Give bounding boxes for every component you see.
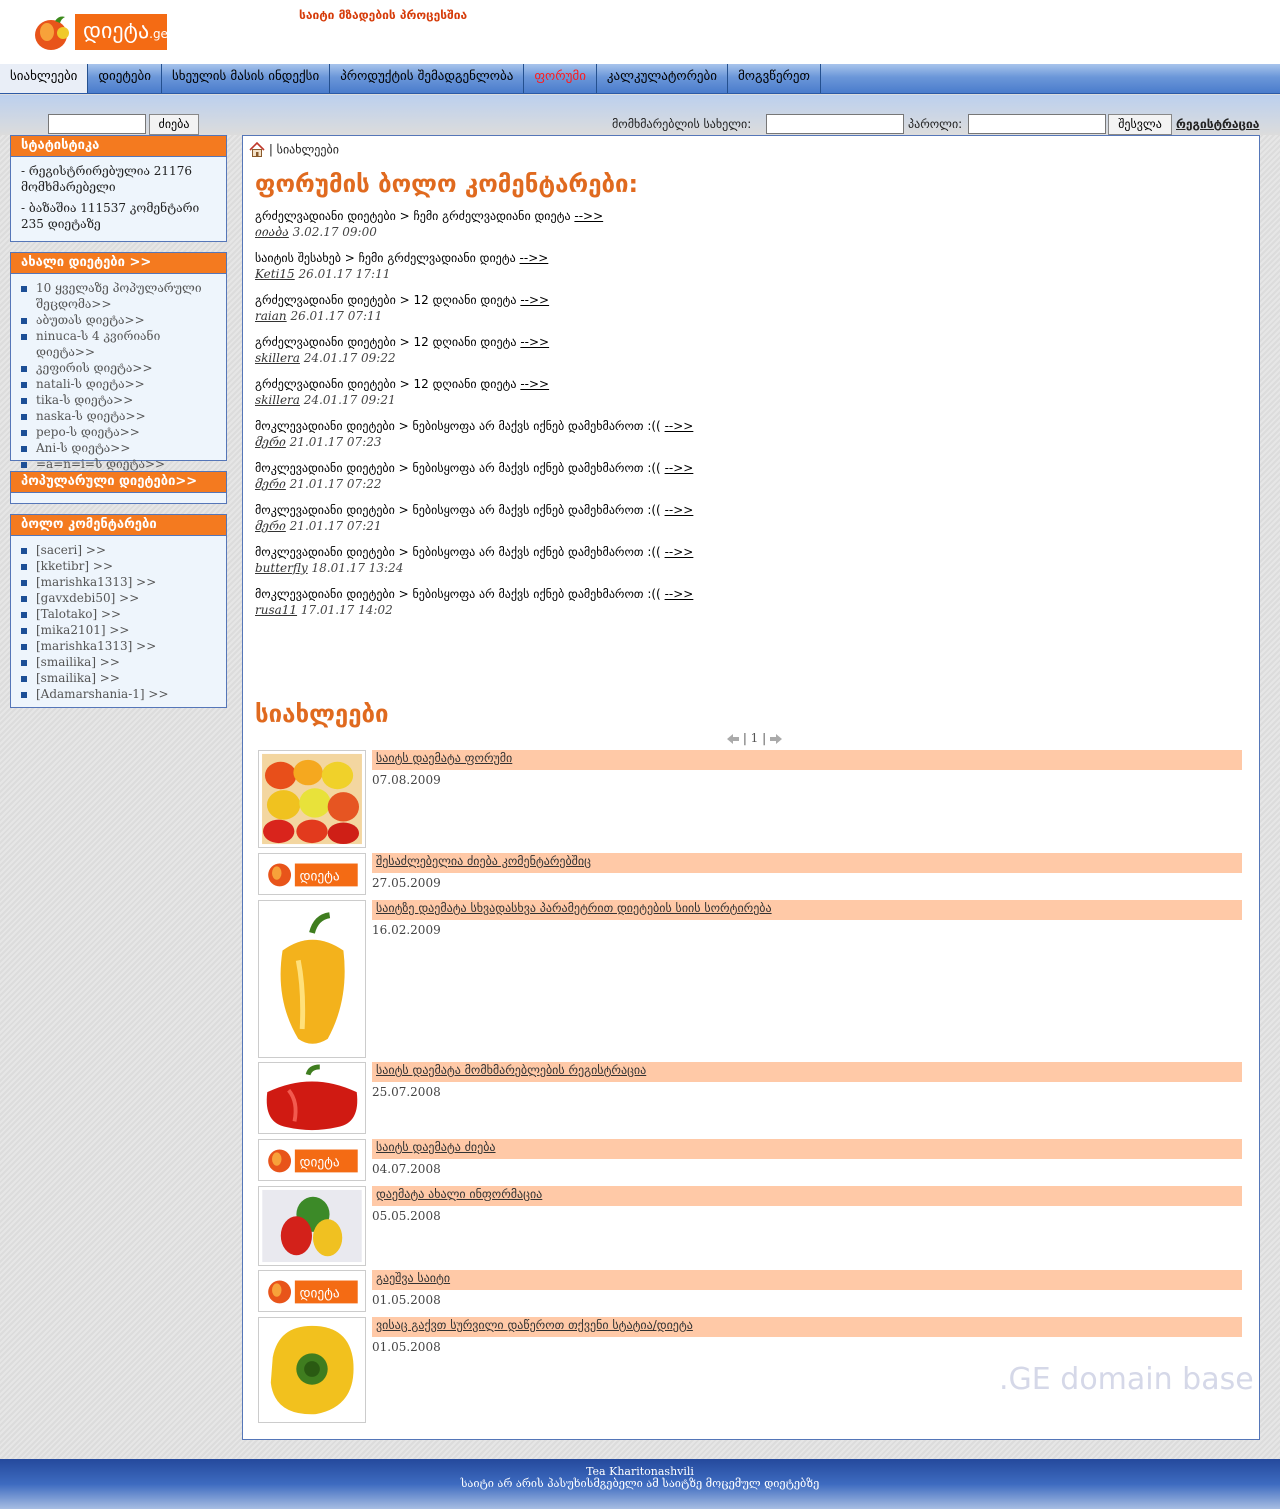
news-title[interactable]: [372, 1139, 1242, 1159]
forum-comment-link[interactable]: -->>: [519, 251, 549, 265]
news-title-link[interactable]: საიტს დაემატა მომხმარებლების რეგისტრაცია: [376, 1063, 647, 1077]
stats-box-title: სტატისტიკა: [11, 136, 226, 157]
forum-heading: ფორუმის ბოლო კომენტარები:: [255, 170, 639, 198]
forum-comment-author[interactable]: Keti15: [255, 267, 295, 281]
header: [0, 0, 1280, 64]
nav-item-bmi[interactable]: სხეულის მასის ინდექსი: [162, 64, 330, 93]
new-diet-item[interactable]: natali-ს დიეტა>>: [21, 376, 216, 392]
popular-diets-box-title[interactable]: პოპულარული დიეტები>>: [11, 472, 226, 493]
news-title[interactable]: [372, 900, 1242, 920]
footer-author: Tea Kharitonashvili: [586, 1465, 694, 1478]
news-date: 04.07.2008: [372, 1162, 441, 1176]
nav-item-calculators[interactable]: კალკულატორები: [597, 64, 728, 93]
last-comment-item[interactable]: [Talotako] >>: [21, 606, 216, 622]
last-comment-item[interactable]: [mika2101] >>: [21, 622, 216, 638]
pager-pages[interactable]: | 1 |: [742, 731, 767, 745]
forum-thread: 12 დღიანი დიეტა: [413, 377, 517, 391]
news-title[interactable]: [372, 1270, 1242, 1290]
new-diet-item[interactable]: აბუთას დიეტა>>: [21, 312, 216, 328]
red-pepper-image-icon: [259, 1063, 365, 1133]
new-diet-item[interactable]: tika-ს დიეტა>>: [21, 392, 216, 408]
forum-comment: მოკლევადიანი დიეტები > ნებისყოფა არ მაქვს იქნებ დამეხმაროთ :(( -->> butterfly 18.01.17 13:24: [255, 545, 694, 575]
forum-comment: გრძელვადიანი დიეტები > 12 დღიანი დიეტა -->> skillera 24.01.17 09:22: [255, 335, 550, 365]
forum-comment-link[interactable]: -->>: [520, 377, 550, 391]
news-title[interactable]: [372, 1186, 1242, 1206]
forum-topic: გრძელვადიანი დიეტები: [255, 335, 396, 349]
forum-comment-date: 21.01.17 07:23: [289, 435, 382, 449]
password-label: პაროლი:: [908, 117, 963, 131]
login-button[interactable]: შესვლა: [1108, 114, 1172, 135]
last-comments-box-title: ბოლო კომენტარები: [11, 515, 226, 536]
forum-thread: ჩემი გრძელვადიანი დიეტა: [358, 251, 516, 265]
forum-comment-date: 21.01.17 07:21: [289, 519, 382, 533]
forum-comment-date: 26.01.17 17:11: [298, 267, 391, 281]
stats-box: [10, 135, 227, 242]
forum-topic: მოკლევადიანი დიეტები: [255, 419, 395, 433]
forum-topic: მოკლევადიანი დიეტები: [255, 587, 395, 601]
new-diets-box: [10, 252, 227, 471]
forum-topic: მოკლევადიანი დიეტები: [255, 503, 395, 517]
forum-comment-link[interactable]: -->>: [520, 293, 550, 307]
new-diet-item[interactable]: pepo-ს დიეტა>>: [21, 424, 216, 440]
forum-comment: მოკლევადიანი დიეტები > ნებისყოფა არ მაქვს იქნებ დამეხმაროთ :(( -->> მერი 21.01.17 07:21: [255, 503, 694, 533]
new-diets-box-title[interactable]: ახალი დიეტები >>: [11, 253, 226, 274]
forum-comment-date: 3.02.17 09:00: [292, 225, 377, 239]
news-item: [258, 750, 1242, 848]
forum-thread: ნებისყოფა არ მაქვს იქნებ დამეხმაროთ :((: [412, 587, 661, 601]
news-date: 27.05.2009: [372, 876, 441, 890]
svg-text:დიეტა: დიეტა: [299, 869, 340, 885]
forum-thread: ნებისყოფა არ მაქვს იქნებ დამეხმაროთ :((: [412, 419, 661, 433]
last-comment-item[interactable]: [gavxdebi50] >>: [21, 590, 216, 606]
news-title-link[interactable]: ვისაც გაქვთ სურვილი დაწეროთ თქვენი სტატია/დიეტა: [376, 1318, 693, 1332]
news-title-link[interactable]: საიტზე დაემატა სხვადასხვა პარამეტრით დიეტების სიის სორტირება: [376, 901, 772, 915]
forum-comment-link[interactable]: -->>: [664, 587, 694, 601]
search-input[interactable]: [48, 114, 146, 134]
forum-comment: გრძელვადიანი დიეტები > 12 დღიანი დიეტა -->> skillera 24.01.17 09:21: [255, 377, 550, 407]
news-title-link[interactable]: გაეშვა საიტი: [376, 1271, 451, 1285]
forum-comment: მოკლევადიანი დიეტები > ნებისყოფა არ მაქვს იქნებ დამეხმაროთ :(( -->> მერი 21.01.17 07:23: [255, 419, 694, 449]
password-input[interactable]: [968, 114, 1106, 134]
main-content: [242, 135, 1260, 1440]
forum-comment: გრძელვადიანი დიეტები > 12 დღიანი დიეტა -->> raian 26.01.17 07:11: [255, 293, 550, 323]
domain-base-watermark: .GE domain base: [999, 1362, 1254, 1397]
username-input[interactable]: [766, 114, 904, 134]
search-button[interactable]: ძიება: [149, 114, 199, 135]
news-thumbnail[interactable]: [258, 750, 366, 848]
forum-topic: მოკლევადიანი დიეტები: [255, 545, 395, 559]
news-thumbnail[interactable]: [258, 900, 366, 1058]
footer-disclaimer: საიტი არ არის პასუხისმგებელი ამ საიტზე მოცემულ დიეტებზე: [460, 1477, 820, 1490]
news-title[interactable]: [372, 853, 1242, 873]
news-title-link[interactable]: დაემატა ახალი ინფორმაცია: [376, 1187, 543, 1201]
news-thumbnail[interactable]: [258, 1062, 366, 1134]
nav-item-product-composition[interactable]: პროდუქტის შემადგენლობა: [330, 64, 524, 93]
news-title[interactable]: [372, 750, 1242, 770]
prev-arrow-icon[interactable]: [727, 734, 739, 744]
last-comment-item[interactable]: [marishka1313] >>: [21, 574, 216, 590]
new-diet-item[interactable]: 10 ყველაზე პოპულარული შეცდომა>>: [21, 280, 216, 312]
forum-comment-link[interactable]: -->>: [664, 545, 694, 559]
login-form: [612, 114, 1272, 136]
last-comment-item[interactable]: [smailika] >>: [21, 670, 216, 686]
forum-topic: გრძელვადიანი დიეტები: [255, 209, 396, 223]
forum-comment-link[interactable]: -->>: [520, 335, 550, 349]
forum-comment-author[interactable]: იიაბა: [255, 225, 289, 239]
news-date: 01.05.2008: [372, 1293, 441, 1307]
pepper-logo-icon: [33, 13, 73, 51]
news-date: 05.05.2008: [372, 1209, 441, 1223]
last-comment-item[interactable]: [Adamarshania-1] >>: [21, 686, 216, 702]
news-item: [258, 1186, 1242, 1266]
forum-comment-author[interactable]: butterfly: [255, 561, 308, 575]
forum-comment-author[interactable]: skillera: [255, 351, 300, 365]
news-title[interactable]: [372, 1317, 1242, 1337]
last-comments-box: [10, 514, 227, 708]
stats-comments-count: - ბაზაშია 111537 კომენტარი 235 დიეტაზე: [21, 201, 200, 231]
forum-comment-link[interactable]: -->>: [664, 419, 694, 433]
forum-thread: ჩემი გრძელვადიანი დიეტა: [413, 209, 571, 223]
site-tagline: საიტი მზადების პროცესშია: [299, 8, 468, 22]
site-logo[interactable]: [33, 11, 167, 51]
forum-comment-link[interactable]: -->>: [664, 503, 694, 517]
forum-comment-author[interactable]: მერი: [255, 519, 286, 533]
footer: [0, 1459, 1280, 1509]
news-date: 25.07.2008: [372, 1085, 441, 1099]
forum-comment-author[interactable]: raian: [255, 309, 287, 323]
forum-comment-date: 17.01.17 14:02: [300, 603, 393, 617]
forum-thread: ნებისყოფა არ მაქვს იქნებ დამეხმაროთ :((: [412, 461, 661, 475]
peppers-image-icon: [259, 751, 365, 847]
forum-comment: გრძელვადიანი დიეტები > ჩემი გრძელვადიანი დიეტა -->> იიაბა 3.02.17 09:00: [255, 209, 604, 239]
yellow-pepper-image-icon: [259, 901, 365, 1057]
forum-comment-link[interactable]: -->>: [664, 461, 694, 475]
forum-comment-author[interactable]: rusa11: [255, 603, 298, 617]
site-logo-thumb-icon: [259, 854, 365, 894]
forum-thread: 12 დღიანი დიეტა: [413, 293, 517, 307]
forum-comment-link[interactable]: -->>: [574, 209, 604, 223]
stats-registered-users: - რეგისტრირებულია 21176 მომხმარებელი: [21, 164, 192, 194]
new-diet-item[interactable]: naska-ს დიეტა>>: [21, 408, 216, 424]
nav-item-news[interactable]: სიახლეები: [0, 64, 88, 93]
last-comment-item[interactable]: [marishka1313] >>: [21, 638, 216, 654]
popular-diets-box: [10, 471, 227, 504]
news-thumbnail[interactable]: [258, 853, 366, 895]
site-logo-thumb-icon: [259, 1140, 365, 1180]
forum-comment-date: 24.01.17 09:22: [303, 351, 396, 365]
news-heading: სიახლეები: [255, 700, 389, 728]
forum-comment: მოკლევადიანი დიეტები > ნებისყოფა არ მაქვს იქნებ დამეხმაროთ :(( -->> მერი 21.01.17 07:22: [255, 461, 694, 491]
news-title-link[interactable]: საიტს დაემატა ძიება: [376, 1140, 496, 1154]
logo-text: დიეტა: [83, 19, 150, 44]
last-comment-item[interactable]: [smailika] >>: [21, 654, 216, 670]
forum-comment-author[interactable]: მერი: [255, 435, 286, 449]
logo-wordmark: [75, 14, 167, 50]
new-diet-item[interactable]: Ani-ს დიეტა>>: [21, 440, 216, 456]
forum-comment-date: 21.01.17 07:22: [289, 477, 382, 491]
username-label: მომხმარებლის სახელი:: [612, 117, 752, 131]
news-item: [258, 900, 1242, 1058]
pepper-top-image-icon: [259, 1318, 365, 1422]
forum-topic: გრძელვადიანი დიეტები: [255, 377, 396, 391]
news-date: 01.05.2008: [372, 1340, 441, 1354]
forum-topic: გრძელვადიანი დიეტები: [255, 293, 396, 307]
news-title[interactable]: [372, 1062, 1242, 1082]
nav-item-diets[interactable]: დიეტები: [88, 64, 162, 93]
pager: [727, 731, 782, 745]
news-item: [258, 1062, 1242, 1134]
forum-comment-date: 24.01.17 09:21: [303, 393, 396, 407]
home-icon[interactable]: [249, 142, 265, 158]
forum-comment: საიტის შესახებ > ჩემი გრძელვადიანი დიეტა -->> Keti15 26.01.17 17:11: [255, 251, 549, 281]
news-item: [258, 1139, 1242, 1181]
forum-comment: მოკლევადიანი დიეტები > ნებისყოფა არ მაქვს იქნებ დამეხმაროთ :(( -->> rusa11 17.01.17 14:02: [255, 587, 694, 617]
news-date: 16.02.2009: [372, 923, 441, 937]
breadcrumb: [249, 142, 339, 158]
news-item: [258, 1270, 1242, 1312]
breadcrumb-current: | სიახლეები: [268, 142, 339, 157]
last-comment-item[interactable]: [saceri] >>: [21, 542, 216, 558]
nav-item-contact[interactable]: მოგვწერეთ: [728, 64, 821, 93]
main-nav: [0, 64, 1280, 94]
register-link[interactable]: რეგისტრაცია: [1176, 117, 1260, 131]
forum-thread: ნებისყოფა არ მაქვს იქნებ დამეხმაროთ :((: [412, 545, 661, 559]
forum-comment-author[interactable]: მერი: [255, 477, 286, 491]
news-title-link[interactable]: საიტს დაემატა ფორუმი: [376, 751, 513, 765]
news-item: [258, 853, 1242, 895]
news-thumbnail[interactable]: [258, 1139, 366, 1181]
new-diet-item[interactable]: ninuca-ს 4 კვირიანი დიეტა>>: [21, 328, 216, 360]
svg-text:დიეტა: დიეტა: [299, 1155, 340, 1171]
news-date: 07.08.2009: [372, 773, 441, 787]
news-title-link[interactable]: შესაძლებელია ძიება კომენტარებშიც: [376, 854, 591, 868]
forum-thread: 12 დღიანი დიეტა: [413, 335, 517, 349]
forum-topic: საიტის შესახებ: [255, 251, 341, 265]
three-peppers-image-icon: [259, 1187, 365, 1265]
forum-comment-date: 18.01.17 13:24: [311, 561, 404, 575]
logo-suffix: .ge: [149, 27, 168, 41]
news-thumbnail[interactable]: [258, 1270, 366, 1312]
forum-comment-author[interactable]: skillera: [255, 393, 300, 407]
next-arrow-icon[interactable]: [770, 734, 782, 744]
forum-topic: მოკლევადიანი დიეტები: [255, 461, 395, 475]
news-thumbnail[interactable]: [258, 1317, 366, 1423]
last-comment-item[interactable]: [kketibr] >>: [21, 558, 216, 574]
news-thumbnail[interactable]: [258, 1186, 366, 1266]
forum-thread: ნებისყოფა არ მაქვს იქნებ დამეხმაროთ :((: [412, 503, 661, 517]
site-logo-thumb-icon: [259, 1271, 365, 1311]
new-diet-item[interactable]: კეფირის დიეტა>>: [21, 360, 216, 376]
new-diet-item[interactable]: =a=n=i=ს დიეტა>>: [21, 456, 216, 472]
svg-text:დიეტა: დიეტა: [299, 1286, 340, 1302]
forum-comment-date: 26.01.17 07:11: [290, 309, 383, 323]
nav-item-forum[interactable]: ფორუმი: [524, 64, 597, 93]
